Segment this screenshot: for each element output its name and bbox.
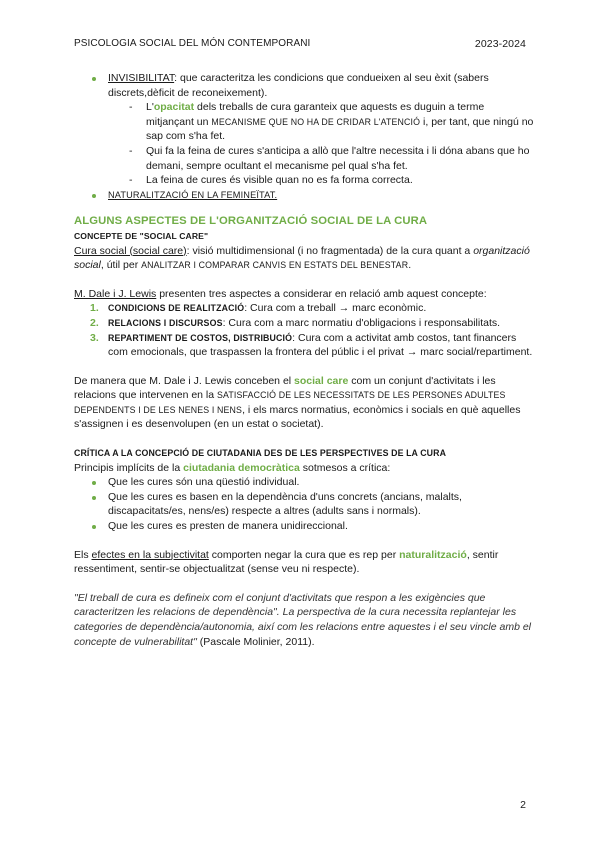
dale-intro-text: presenten tres aspectes a considerar en relació amb aquest concepte:	[156, 287, 487, 300]
invisibilitat-sublist	[74, 100, 534, 188]
list-item-opacitat	[146, 100, 534, 144]
cura-social-smallcaps: ANALITZAR I COMPARAR CANVIS EN ESTATS DEL BENESTAR	[141, 260, 409, 271]
section-heading: ALGUNS ASPECTES DE L'ORGANITZACIÓ SOCIAL DE LA CURA	[74, 215, 428, 228]
list-item: Que les cures són una qüestió individual.	[74, 475, 534, 490]
quote-text: "El treball de cura es defineix com el conjunt d'activitats que respon a les exigències que caracteritzen les relacions de dependència". La perspectiva de la cura necessita replantejar les categories de dependència/autonomia, així com les relacions entre aquestes i el seu vincle amb el concepte de vulnerabilitat"	[74, 591, 532, 648]
aspect-label: RELACIONS I DISCURSOS	[108, 317, 223, 328]
invisibilitat-text: : que caracteritza les condicions que condueixen al seu èxit (sabers discrets,dèficit de reconeixement).	[108, 72, 489, 99]
list-item-condicions	[90, 301, 534, 316]
document-header-year: 2023-2024	[474, 38, 526, 50]
cura-social-text1: : visió multidimensional (i no fragmentada) de la cura quant a	[186, 244, 474, 257]
spacer	[74, 360, 534, 374]
opacitat-mid: dels treballs de cura garanteix que aquests es duguin a terme mitjançant un	[146, 101, 485, 128]
aspect-text: : Cura com a activitat amb costos, tant financers com emocionals, que traspassen la frontera del públic i el privat → marc social/repartiment.	[108, 331, 533, 359]
list-item-naturalitzacio	[74, 188, 534, 203]
efectes-pre: Els	[74, 548, 92, 561]
naturalitzacio-term: naturalització	[399, 548, 467, 561]
cura-social-italic: organització social	[74, 244, 530, 272]
document-header-title: PSICOLOGIA SOCIAL DEL MÓN CONTEMPORANI	[74, 38, 311, 49]
cura-social-paragraph	[74, 244, 534, 273]
cura-social-end: .	[408, 259, 412, 272]
dale-authors: M. Dale i J. Lewis	[74, 287, 157, 300]
naturalitzacio-list	[74, 188, 534, 203]
manera-post: , i els marcs normatius, econòmics i socials en què aquelles s'assignen i es desenvolupen (en un estat o societat).	[74, 403, 521, 431]
page-content	[74, 71, 534, 649]
manera-smallcaps: SATISFACCIÓ DE LES NECESSITATS DE LES PERSONES ADULTES DEPENDENTS I DE LES NENES I NENS	[74, 390, 506, 415]
spacer	[74, 432, 534, 446]
aspect-label: CONDICIONS DE REALITZACIÓ	[108, 303, 245, 314]
critica-pre: Principis implícits de la	[74, 461, 184, 474]
concept-heading: CONCEPTE DE "SOCIAL CARE"	[74, 230, 209, 241]
quote-citation: (Pascale Molinier, 2011).	[196, 635, 315, 648]
opacitat-pre: L'	[146, 101, 154, 114]
manera-mid: com un conjunt d'activitats i les relacions que intervenen en la	[74, 374, 496, 402]
list-item: Que les cures es presten de manera unidireccional.	[74, 519, 534, 534]
dale-aspects-list	[74, 301, 534, 359]
list-item-repartiment	[90, 331, 534, 360]
list-item-relacions	[90, 316, 534, 331]
critica-heading: CRÍTICA A LA CONCEPCIÓ DE CIUTADANIA DES DE LES PERSPECTIVES DE LA CURA	[74, 448, 447, 459]
opacitat-mechanism: MECANISME QUE NO HA DE CRIDAR L'ATENCIÓ	[211, 116, 421, 127]
page-number: 2	[520, 799, 526, 811]
item-number: 3.	[90, 331, 99, 344]
aspect-label: REPARTIMENT DE COSTOS, DISTRIBUCIÓ	[108, 332, 293, 343]
list-item-invisibilitat	[74, 71, 534, 100]
list-item-visible: - La feina de cures és visible quan no es fa forma correcta.	[146, 173, 534, 188]
dale-intro	[74, 287, 534, 302]
manera-paragraph	[74, 374, 534, 432]
cura-social-text2: , útil per	[100, 259, 142, 272]
ciutadania-term: ciutadania democràtica	[183, 461, 300, 474]
aspect-text: : Cura com a marc normatiu d'obligacions i responsabilitats.	[222, 316, 501, 329]
item-number: 1.	[90, 302, 99, 315]
social-care-term: social care	[294, 374, 349, 387]
opacitat-post: i, per tant, que ningú no sap com s'ha fet.	[146, 115, 534, 143]
efectes-mid: comporten negar la cura que es rep per	[208, 548, 400, 561]
invisibilitat-list	[74, 71, 534, 100]
list-item-anticipa: - Qui fa la feina de cures s'anticipa a allò que l'altre necessita i li dóna abans que ho demani, sempre ocultant el mecanisme pel qual s'ha fet.	[146, 144, 534, 173]
quote-paragraph	[74, 591, 534, 649]
efectes-paragraph	[74, 548, 534, 577]
critica-list	[74, 475, 534, 533]
opacitat-term: opacitat	[153, 101, 195, 114]
item-number: 2.	[90, 316, 99, 329]
spacer	[74, 534, 534, 548]
invisibilitat-label: INVISIBILITAT	[108, 72, 175, 84]
efectes-term: efectes en la subjectivitat	[91, 548, 209, 561]
naturalitzacio-label: NATURALITZACIÓ EN LA FEMINEÏTAT.	[108, 189, 278, 200]
critica-post: sotmesos a crítica:	[299, 461, 391, 474]
efectes-post: , sentir ressentiment, sentir-se objectualitzat (sense veu ni respecte).	[74, 548, 499, 576]
spacer	[74, 577, 534, 591]
manera-pre: De manera que M. Dale i J. Lewis conceben el	[74, 374, 295, 387]
list-item: Que les cures es basen en la dependència d'uns concrets (ancians, malalts, discapacitats/es, nens/es) respecte a altres (adults sans i normals).	[74, 490, 534, 519]
critica-intro	[74, 461, 534, 476]
cura-social-term: Cura social (social care)	[74, 244, 187, 257]
spacer	[74, 273, 534, 287]
aspect-text: : Cura com a treball → marc econòmic.	[244, 302, 427, 315]
